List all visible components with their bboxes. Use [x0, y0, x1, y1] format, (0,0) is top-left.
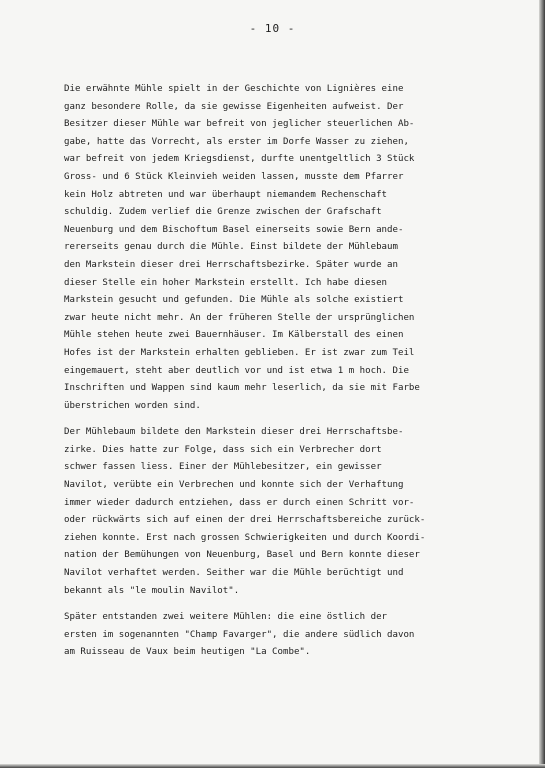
text-line: Markstein gesucht und gefunden. Die Mühle als solche existiert: [64, 295, 404, 306]
page-number: - 10 -: [249, 22, 296, 35]
text-line: ziehen konnte. Erst nach grossen Schwierigkeiten und durch Koordi-: [64, 532, 426, 543]
paragraph-1: [64, 81, 504, 415]
paragraph-gap: [64, 415, 504, 424]
text-line: ganz besondere Rolle, da sie gewisse Eigenheiten aufweist. Der: [64, 101, 404, 112]
paragraph-3: [64, 609, 504, 662]
scan-edge-right: [539, 0, 545, 768]
text-line: Später entstanden zwei weitere Mühlen: die eine östlich der: [64, 612, 388, 623]
text-line: am Ruisseau de Vaux beim heutigen "La Combe".: [64, 647, 311, 658]
paragraph-gap: [64, 600, 504, 609]
text-line: Navilot verhaftet werden. Seither war die Mühle berüchtigt und: [64, 568, 404, 579]
text-line: Neuenburg und dem Bischoftum Basel einerseits sowie Bern ande-: [64, 224, 404, 235]
text-line: eingemauert, steht aber deutlich vor und ist etwa 1 m hoch. Die: [64, 365, 409, 376]
text-line: Inschriften und Wappen sind kaum mehr leserlich, da sie mit Farbe: [64, 383, 420, 394]
text-line: Mühle stehen heute zwei Bauernhäuser. Im Kälberstall des einen: [64, 330, 404, 341]
text-line: Navilot, verübte ein Verbrechen und konnte sich der Verhaftung: [64, 480, 404, 491]
text-line: immer wieder dadurch entziehen, dass er durch einen Schritt vor-: [64, 497, 415, 508]
text-line: Gross- und 6 Stück Kleinvieh weiden lassen, musste dem Pfarrer: [64, 171, 404, 182]
text-line: Der Mühlebaum bildete den Markstein dieser drei Herrschaftsbe-: [64, 427, 404, 438]
text-line: gabe, hatte das Vorrecht, als erster im Dorfe Wasser zu ziehen,: [64, 136, 409, 147]
text-line: rererseits genau durch die Mühle. Einst bildete der Mühlebaum: [64, 242, 398, 253]
text-line: schwer fassen liess. Einer der Mühlebesitzer, ein gewisser: [64, 462, 382, 473]
text-line: Besitzer dieser Mühle war befreit von jeglicher steuerlichen Ab-: [64, 119, 415, 130]
scan-edge-bottom: [0, 764, 545, 768]
text-line: nation der Bemühungen von Neuenburg, Basel und Bern konnte dieser: [64, 550, 420, 561]
text-line: war befreit von jedem Kriegsdienst, durfte unentgeltlich 3 Stück: [64, 154, 415, 165]
text-line: schuldig. Zudem verlief die Grenze zwischen der Grafschaft: [64, 207, 382, 218]
body-text: [64, 81, 504, 662]
text-line: zirke. Dies hatte zur Folge, dass sich ein Verbrecher dort: [64, 444, 382, 455]
text-line: überstrichen worden sind.: [64, 400, 201, 411]
text-line: Die erwähnte Mühle spielt in der Geschichte von Lignières eine: [64, 84, 404, 94]
text-line: Hofes ist der Markstein erhalten geblieben. Er ist zwar zum Teil: [64, 347, 415, 358]
text-line: den Markstein dieser drei Herrschaftsbezirke. Später wurde an: [64, 259, 398, 270]
text-line: ersten im sogenannten "Champ Favarger", die andere südlich davon: [64, 629, 415, 640]
paragraph-2: [64, 424, 504, 600]
text-line: oder rückwärts sich auf einen der drei Herrschaftsbereiche zurück-: [64, 515, 426, 526]
text-line: dieser Stelle ein hoher Markstein erstellt. Ich habe diesen: [64, 277, 388, 288]
text-line: kein Holz abtreten und war überhaupt niemandem Rechenschaft: [64, 189, 388, 200]
text-line: bekannt als "le moulin Navilot".: [64, 585, 240, 596]
text-line: zwar heute nicht mehr. An der früheren Stelle der ursprünglichen: [64, 312, 415, 323]
